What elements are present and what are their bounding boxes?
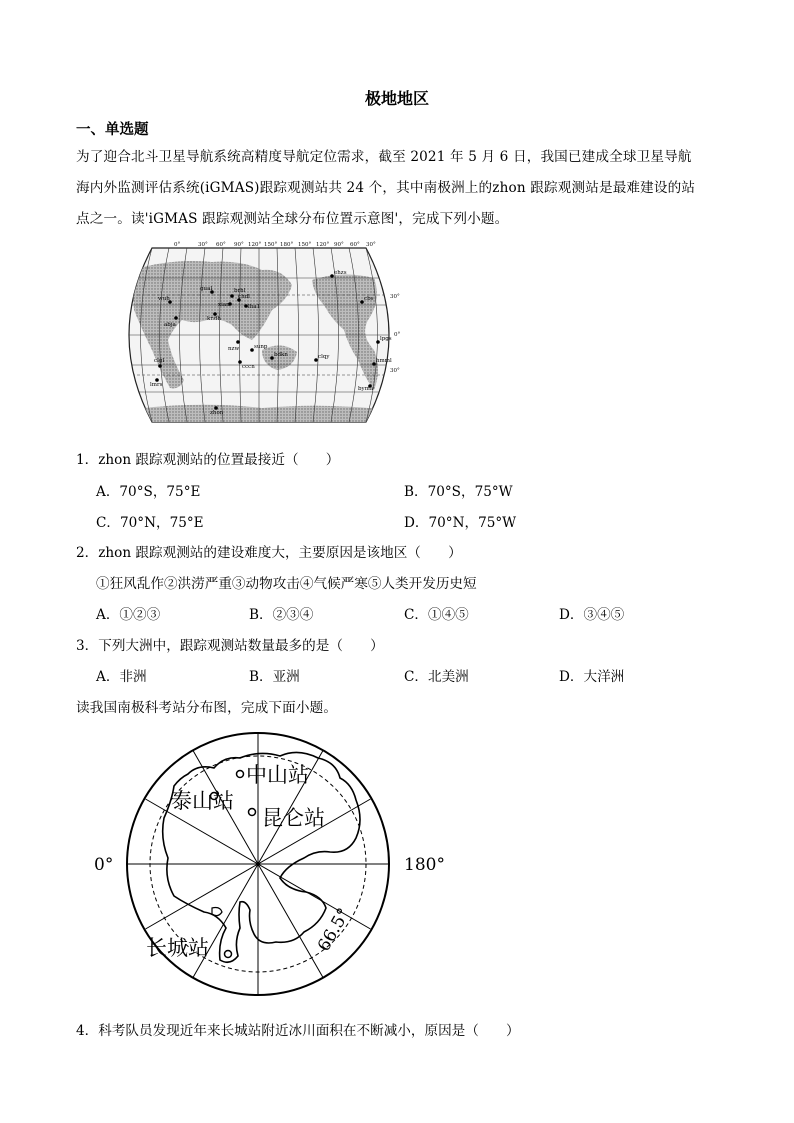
igmas-world-map	[112, 240, 406, 430]
svg-text:30°: 30°	[390, 294, 400, 300]
q1-option-c[interactable]: C．70°N，75°E	[96, 515, 204, 531]
svg-text:nzw: nzw	[228, 346, 240, 352]
svg-text:bdkn: bdkn	[274, 352, 288, 358]
svg-text:90°: 90°	[234, 242, 244, 248]
svg-text:90°: 90°	[334, 242, 344, 248]
q2-option-b[interactable]: B．②③④	[249, 607, 314, 623]
svg-text:clgl: clgl	[154, 358, 165, 364]
svg-text:chdl: chdl	[238, 294, 250, 300]
svg-text:30°: 30°	[198, 242, 208, 248]
q2-option-d[interactable]: D．③④⑤	[559, 607, 625, 623]
longitude-0-label: 0°	[94, 855, 114, 875]
label-taishan-station: 泰山站	[171, 789, 234, 813]
svg-text:0°: 0°	[394, 332, 401, 338]
svg-text:hmml: hmml	[376, 358, 392, 364]
question-1-stem: 1．zhon 跟踪观测站的位置最接近（ ）	[76, 452, 340, 468]
svg-text:byma: byma	[358, 386, 374, 392]
svg-text:60°: 60°	[216, 242, 226, 248]
svg-text:gual: gual	[200, 286, 213, 292]
svg-text:abja: abja	[164, 322, 176, 328]
q2-statement-list: ①狂风乱作②洪涝严重③动物攻击④气候严寒⑤人类开发历史短	[96, 576, 477, 592]
label-kunlun-station: 昆仑站	[262, 806, 325, 830]
svg-text:0°: 0°	[174, 242, 181, 248]
svg-text:cccn: cccn	[242, 364, 255, 370]
polar-intro: 读我国南极科考站分布图，完成下面小题。	[76, 700, 338, 716]
svg-text:ehzs: ehzs	[334, 270, 347, 276]
svg-text:xian: xian	[218, 302, 230, 308]
q3-option-b[interactable]: B．亚洲	[249, 669, 300, 685]
label-changcheng-station: 长城站	[146, 936, 209, 960]
longitude-180-label: 180°	[404, 855, 445, 875]
q3-option-a[interactable]: A．非洲	[96, 669, 147, 685]
svg-text:cbs: cbs	[364, 296, 374, 302]
label-zhongshan-station: 中山站	[246, 763, 309, 787]
svg-text:30°: 30°	[366, 242, 376, 248]
intro-line-3: 点之一。读'iGMAS 跟踪观测站全球分布位置示意图'，完成下列小题。	[76, 211, 509, 227]
svg-text:wuh: wuh	[158, 296, 170, 302]
intro-line-2: 海内外监测评估系统(iGMAS)跟踪观测站共 24 个，其中南极洲上的zhon 跟踪观测站是最难建设的站	[76, 180, 696, 196]
svg-text:brhl: brhl	[234, 288, 246, 294]
q3-option-c[interactable]: C．北美洲	[404, 669, 469, 685]
svg-text:120°: 120°	[248, 242, 262, 248]
q2-option-a[interactable]: A．①②③	[96, 607, 161, 623]
svg-text:150°: 150°	[298, 242, 312, 248]
svg-text:180°: 180°	[280, 242, 294, 248]
q1-option-a[interactable]: A．70°S，75°E	[96, 484, 201, 500]
svg-text:60°: 60°	[350, 242, 360, 248]
question-4-stem: 4．科考队员发现近年来长城站附近冰川面积在不断减小，原因是（ ）	[76, 1023, 520, 1039]
section-heading: 一、单选题	[76, 122, 149, 138]
q2-option-c[interactable]: C．①④⑤	[404, 607, 469, 623]
q3-option-d[interactable]: D．大洋洲	[559, 669, 625, 685]
svg-text:zhon: zhon	[210, 410, 224, 416]
svg-text:kndh: kndh	[207, 316, 221, 322]
svg-text:sunp: sunp	[254, 344, 268, 350]
svg-text:lha1: lha1	[248, 304, 261, 310]
page-title: 极地地区	[364, 89, 429, 108]
question-3-stem: 3．下列大洲中，跟踪观测站数量最多的是（ ）	[76, 638, 384, 654]
svg-text:150°: 150°	[264, 242, 278, 248]
svg-text:120°: 120°	[316, 242, 330, 248]
arctic-circle-label: 66.5°	[314, 904, 355, 955]
q1-option-b[interactable]: B．70°S，75°W	[404, 484, 513, 500]
svg-text:lpgs: lpgs	[380, 336, 392, 342]
intro-line-1: 为了迎合北斗卫星导航系统高精度导航定位需求，截至 2021 年 5 月 6 日，我国已建成全球卫星导航	[76, 149, 692, 165]
q1-option-d[interactable]: D．70°N，75°W	[404, 515, 517, 531]
question-2-stem: 2．zhon 跟踪观测站的建设难度大，主要原因是该地区（ ）	[76, 545, 462, 561]
svg-text:clqy: clqy	[318, 354, 330, 360]
svg-text:30°: 30°	[390, 368, 400, 374]
svg-text:lmrs: lmrs	[150, 382, 163, 388]
